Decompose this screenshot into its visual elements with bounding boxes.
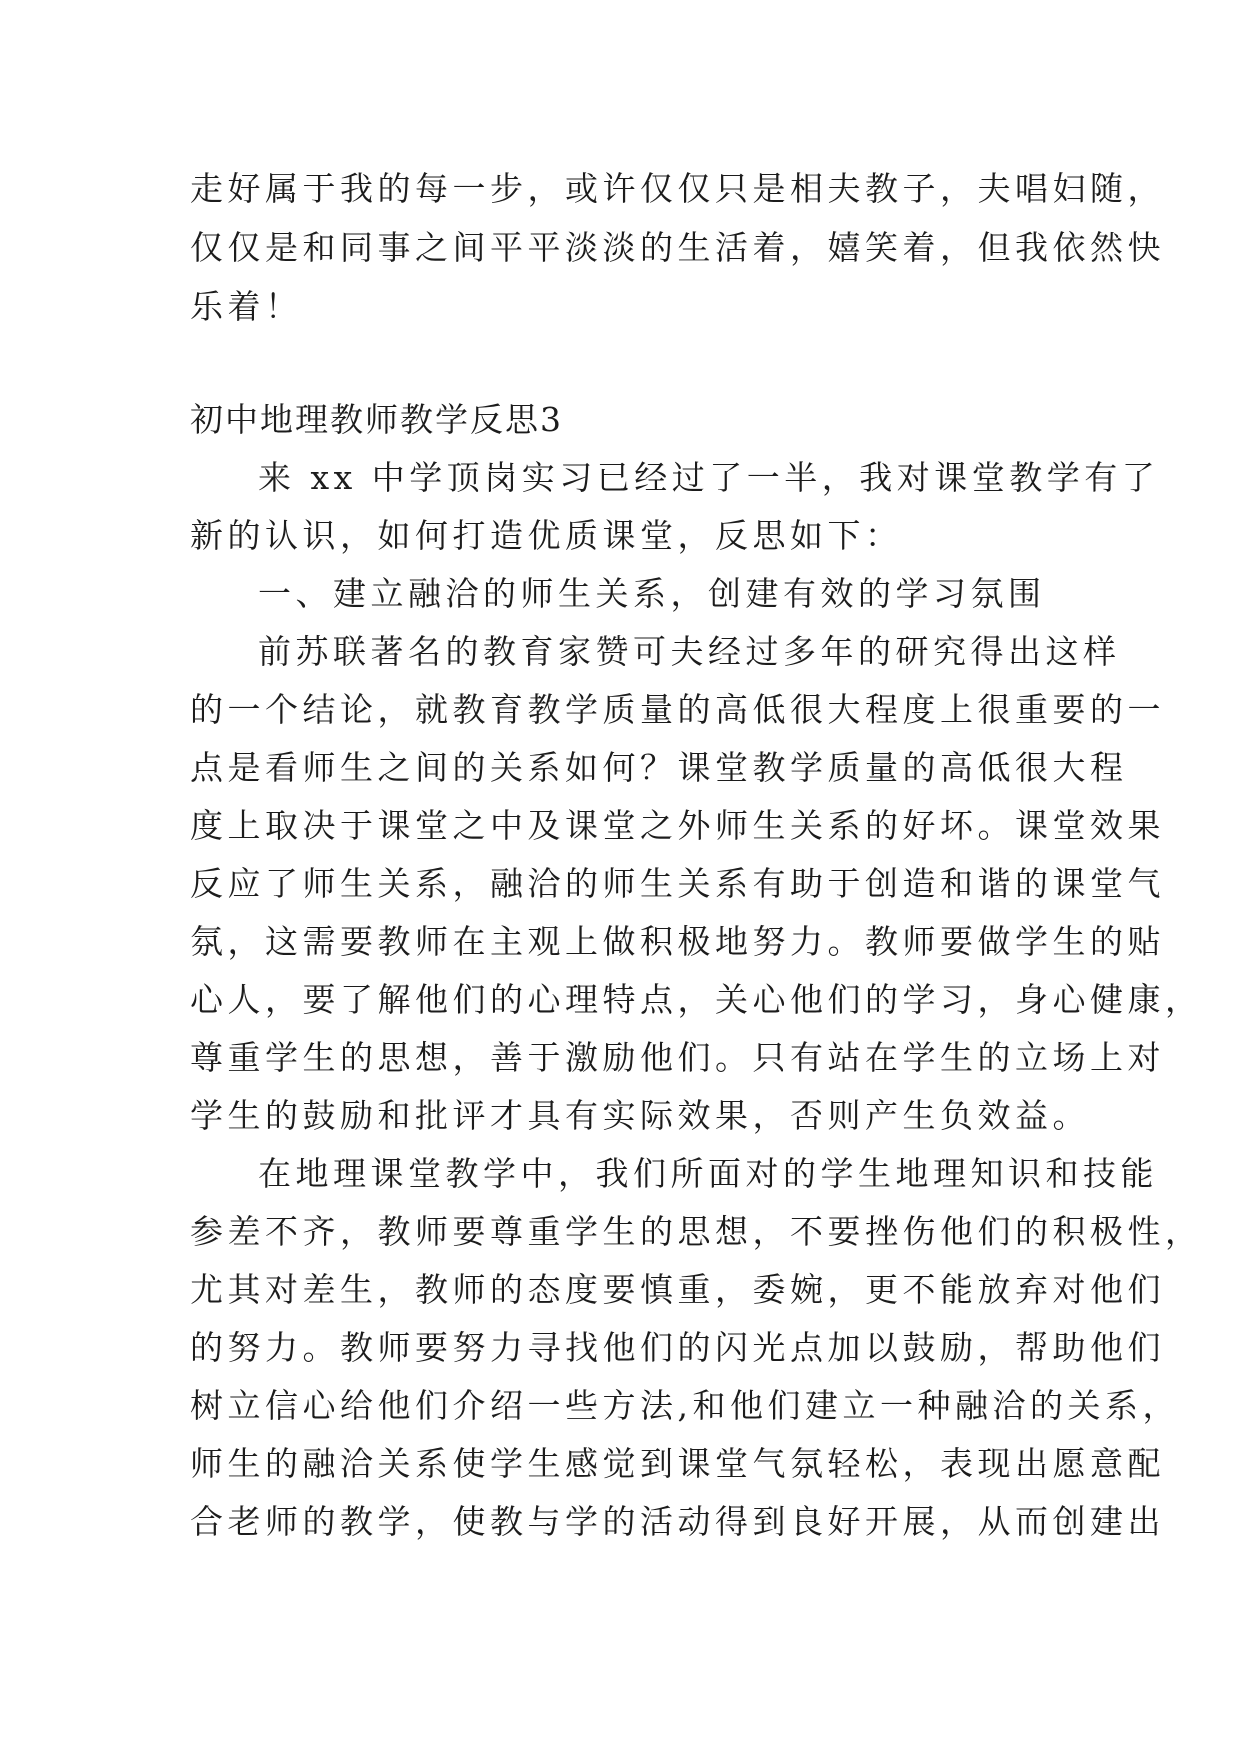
body-text-line: 走好属于我的每一步，或许仅仅只是相夫教子，夫唱妇随， <box>190 169 1165 208</box>
section-heading: 初中地理教师教学反思3 <box>190 400 563 439</box>
body-text-line: 点是看师生之间的关系如何？课堂教学质量的高低很大程 <box>190 748 1128 787</box>
paragraph-first-line: 在地理课堂教学中，我们所面对的学生地理知识和技能 <box>258 1154 1158 1193</box>
body-text-line: 的一个结论，就教育教学质量的高低很大程度上很重要的一 <box>190 690 1165 729</box>
body-text-line: 心人，要了解他们的心理特点，关心他们的学习，身心健康， <box>190 980 1203 1019</box>
body-text-line: 氛，这需要教师在主观上做积极地努力。教师要做学生的贴 <box>190 922 1165 961</box>
body-text-line: 反应了师生关系，融洽的师生关系有助于创造和谐的课堂气 <box>190 864 1165 903</box>
body-text-line: 度上取决于课堂之中及课堂之外师生关系的好坏。课堂效果 <box>190 806 1165 845</box>
body-text-line: 的努力。教师要努力寻找他们的闪光点加以鼓励，帮助他们 <box>190 1328 1165 1367</box>
body-text-line: 参差不齐，教师要尊重学生的思想，不要挫伤他们的积极性， <box>190 1212 1203 1251</box>
body-text-line: 合老师的教学，使教与学的活动得到良好开展，从而创建出 <box>190 1502 1165 1541</box>
body-text-line: 树立信心给他们介绍一些方法,和他们建立一种融洽的关系， <box>190 1386 1180 1425</box>
paragraph-first-line: 前苏联著名的教育家赞可夫经过多年的研究得出这样 <box>258 632 1121 671</box>
body-text-line: 学生的鼓励和批评才具有实际效果，否则产生负效益。 <box>190 1096 1090 1135</box>
subheading: 一、建立融洽的师生关系，创建有效的学习氛围 <box>258 574 1046 613</box>
body-text-line: 师生的融洽关系使学生感觉到课堂气氛轻松，表现出愿意配 <box>190 1444 1165 1483</box>
body-text-line: 尤其对差生，教师的态度要慎重，委婉，更不能放弃对他们 <box>190 1270 1165 1309</box>
body-text-line: 仅仅是和同事之间平平淡淡的生活着，嬉笑着，但我依然快 <box>190 228 1165 267</box>
body-text-line: 乐着！ <box>190 287 303 326</box>
body-text-line: 尊重学生的思想，善于激励他们。只有站在学生的立场上对 <box>190 1038 1165 1077</box>
body-text-line: 新的认识，如何打造优质课堂，反思如下： <box>190 516 903 555</box>
paragraph-first-line: 来 xx 中学顶岗实习已经过了一半，我对课堂教学有了 <box>258 458 1160 497</box>
